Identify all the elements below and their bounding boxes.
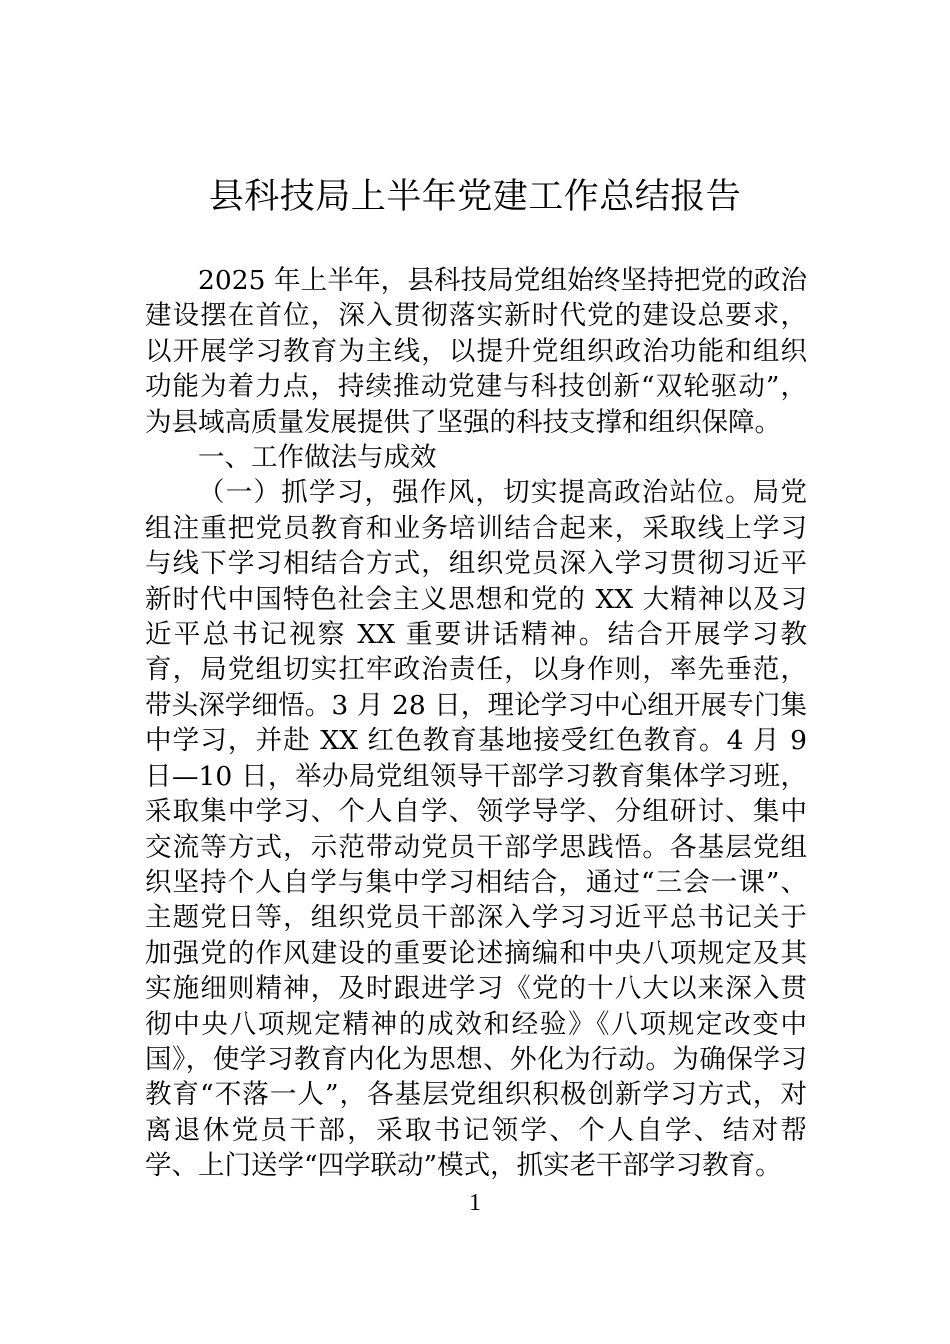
- document-body: [145, 263, 807, 1184]
- subsection-paragraph: （一）抓学习，强作风，切实提高政治站位。局党组注重把党员教育和业务培训结合起来，采取线上学习与线下学习相结合方式，组织党员深入学习贯彻习近平新时代中国特色社会主义思想和党的 XX 大精神以及习近平总书记视察 XX 重要讲话精神。结合开展学习教育，局党组切实扛牢政治责任，以身作则，率先垂范，带头深学细悟。3 月 28 日，理论学习中心组开展专门集中学习，并赴 XX 红色教育基地接受红色教育。4 月 9 日—10 日，举办局党组领导干部学习教育集体学习班，采取集中学习、个人自学、领学导学、分组研讨、集中交流等方式，示范带动党员干部学思践悟。各基层党组织坚持个人自学与集中学习相结合，通过“三会一课”、主题党日等，组织党员干部深入学习习近平总书记关于加强党的作风建设的重要论述摘编和中央八项规定及其实施细则精神，及时跟进学习《党的十八大以来深入贯彻中央八项规定精神的成效和经验》《八项规定改变中国》，使学习教育内化为思想、外化为行动。为确保学习教育“不落一人”，各基层党组织积极创新学习方式，对离退休党员干部，采取书记领学、个人自学、结对帮学、上门送学“四学联动”模式，抓实老干部学习教育。: [145, 477, 807, 1182]
- section-heading: 一、工作做法与成效: [198, 442, 437, 474]
- intro-paragraph: 2025 年上半年，县科技局党组始终坚持把党的政治建设摆在首位，深入贯彻落实新时代党的建设总要求，以开展学习教育为主线，以提升党组织政治功能和组织功能为着力点，持续推动党建与科技创新“双轮驱动”，为县域高质量发展提供了坚强的科技支撑和组织保障。: [145, 265, 807, 438]
- document-title: 县科技局上半年党建工作总结报告: [208, 177, 742, 217]
- page-number: 1: [469, 1190, 481, 1216]
